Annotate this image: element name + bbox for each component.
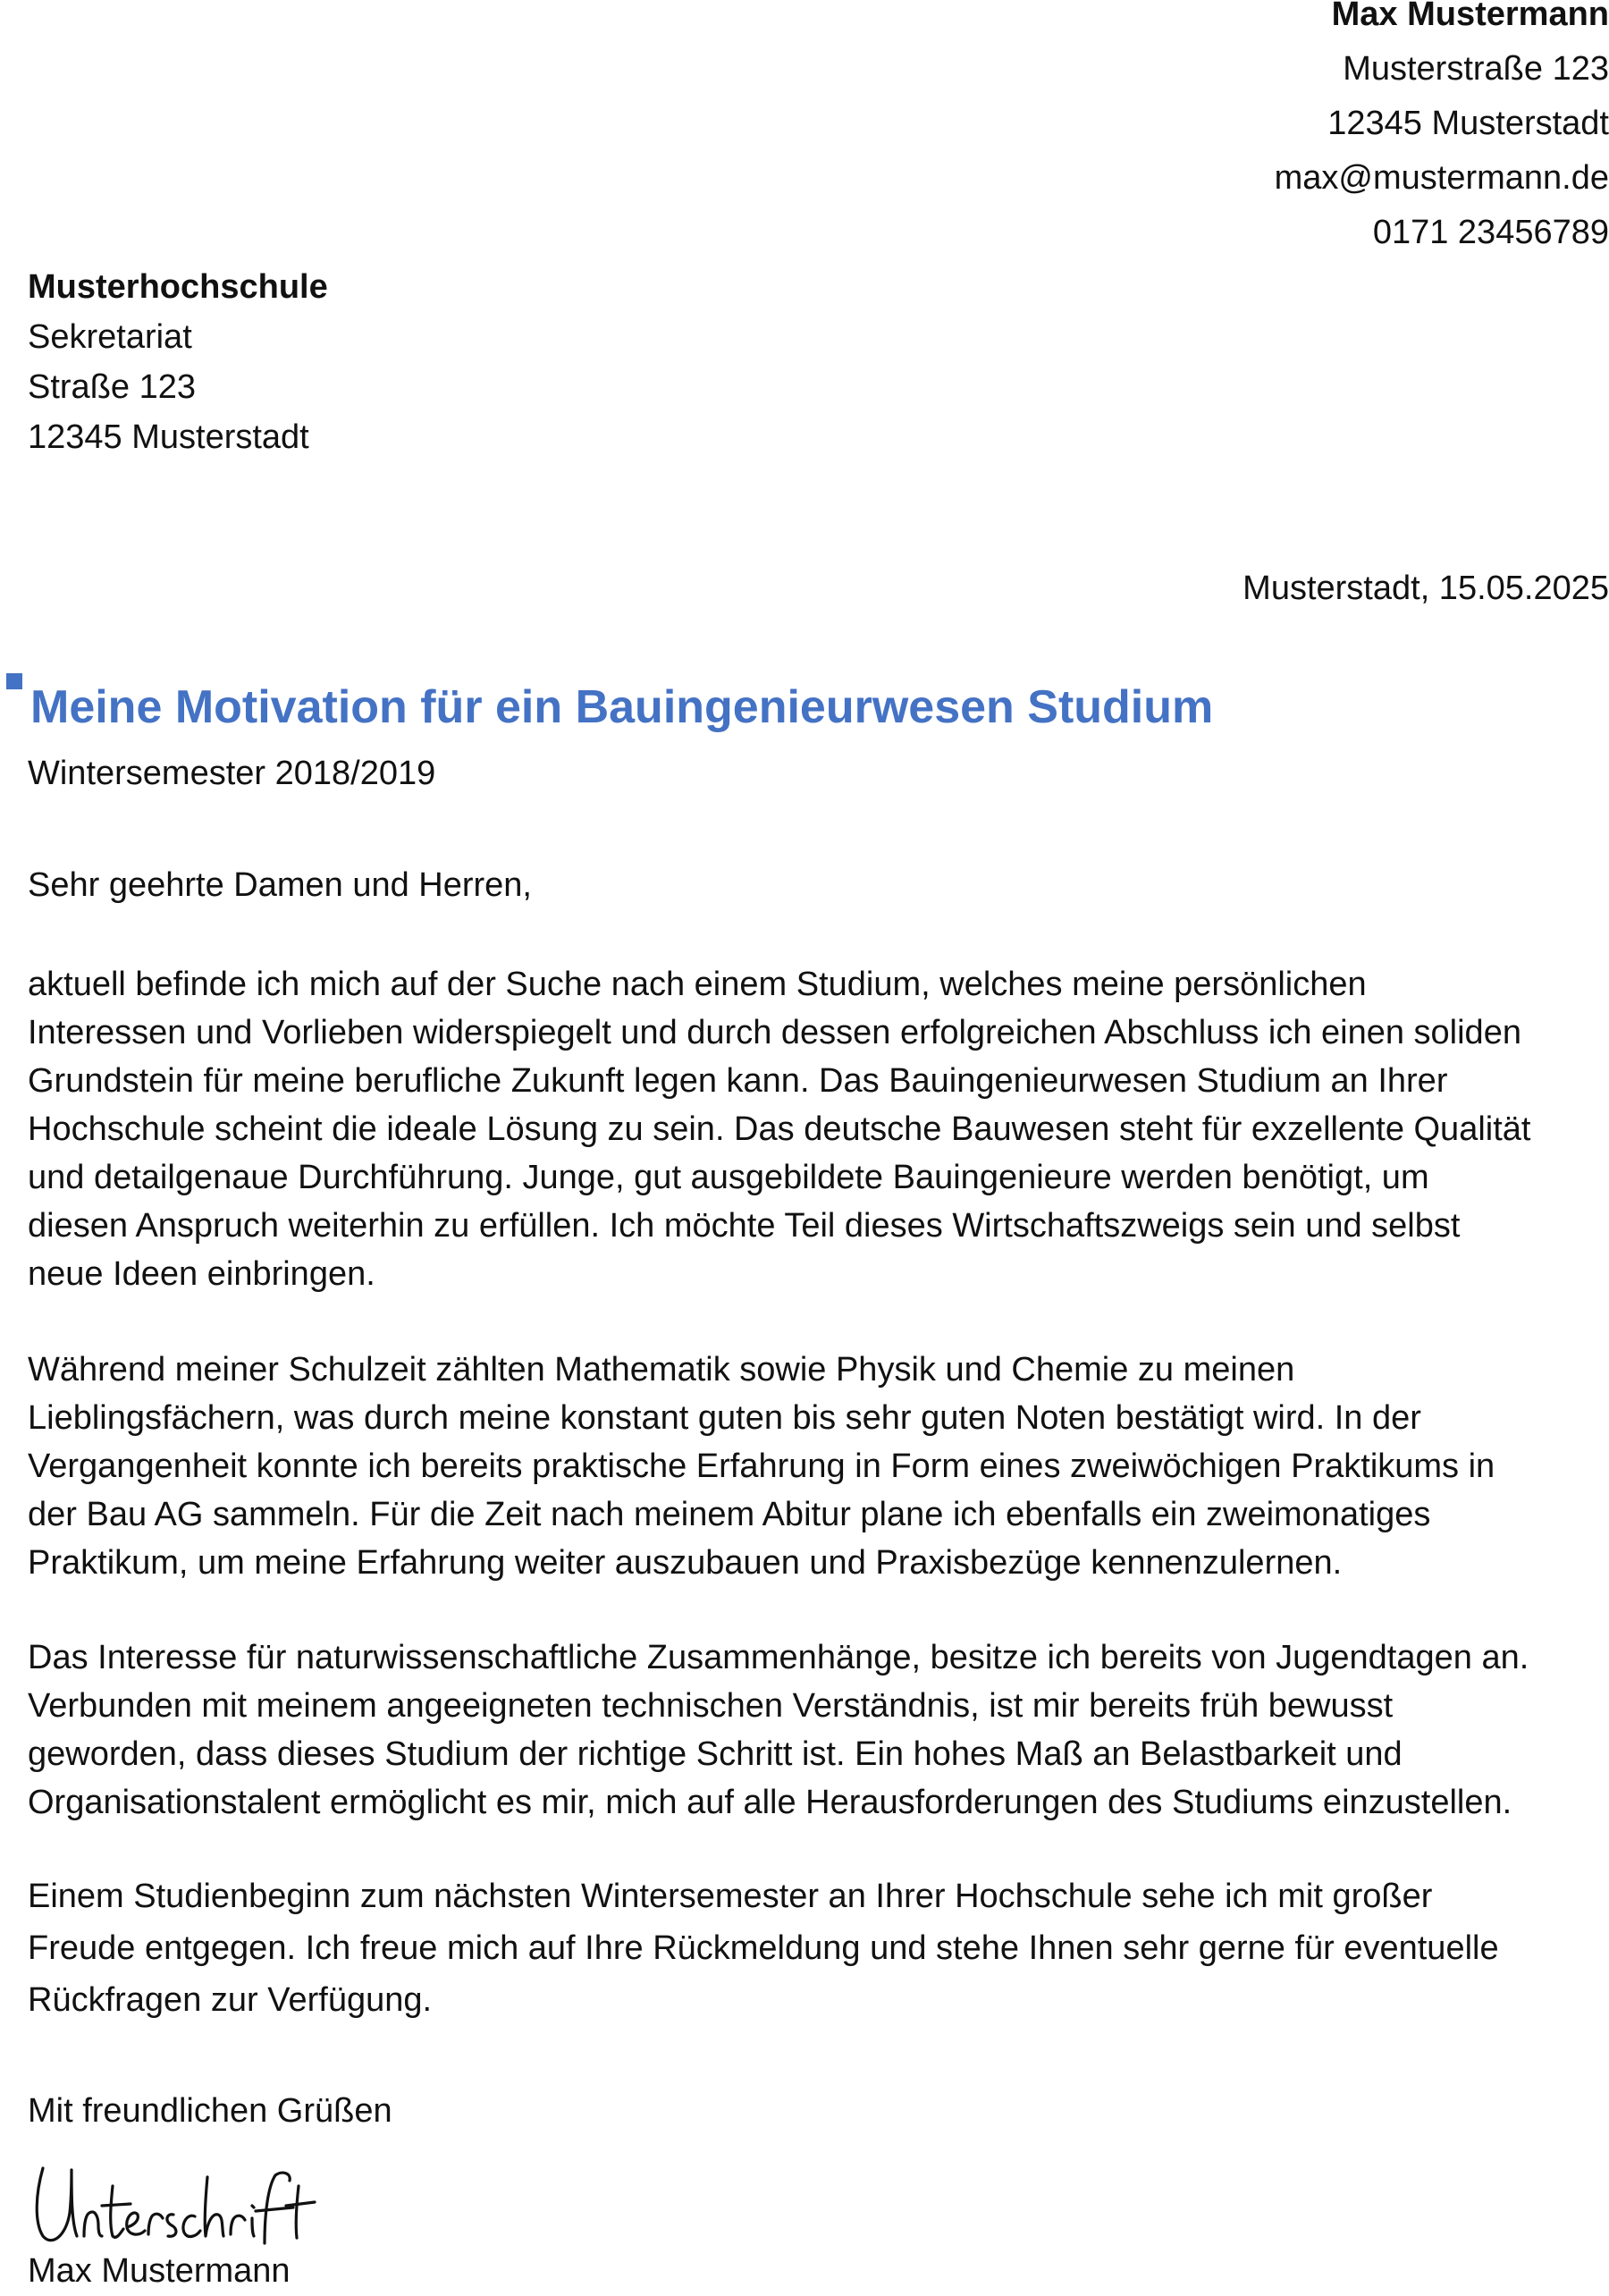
- paragraph-line: der Bau AG sammeln. Für die Zeit nach meinem Abitur plane ich ebenfalls ein zweimonatiges: [28, 1496, 1431, 1533]
- paragraph-line: Einem Studienbeginn zum nächsten Wintersemester an Ihrer Hochschule sehe ich mit großer: [28, 1878, 1433, 1915]
- paragraph-line: Praktikum, um meine Erfahrung weiter auszubauen und Praxisbezüge kennenzulernen.: [28, 1544, 1343, 1582]
- letter-date: Musterstadt, 15.05.2025: [1243, 570, 1609, 607]
- recipient-street: Straße 123: [28, 368, 196, 406]
- paragraph-line: Hochschule scheint die ideale Lösung zu sein. Das deutsche Bauwesen steht für exzellente Qualität: [28, 1110, 1531, 1148]
- paragraph-line: diesen Anspruch weiterhin zu erfüllen. Ich möchte Teil dieses Wirtschaftszweigs sein und selbst: [28, 1207, 1461, 1245]
- subject-semester: Wintersemester 2018/2019: [28, 755, 436, 792]
- salutation: Sehr geehrte Damen und Herren,: [28, 866, 532, 904]
- paragraph-line: Lieblingsfächern, was durch meine konstant guten bis sehr guten Noten bestätigt wird. In der: [28, 1399, 1421, 1437]
- sender-street: Musterstraße 123: [1343, 50, 1609, 88]
- body-paragraph-1: [28, 960, 1609, 1298]
- paragraph-line: Freude entgegen. Ich freue mich auf Ihre Rückmeldung und stehe Ihnen sehr gerne für eventuelle: [28, 1929, 1499, 1967]
- recipient-address: [28, 262, 328, 462]
- handwritten-signature: [30, 2150, 334, 2249]
- sender-email: max@mustermann.de: [1274, 159, 1609, 197]
- paragraph-line: Interessen und Vorlieben widerspiegelt und durch dessen erfolgreichen Abschluss ich einen soliden: [28, 1014, 1521, 1051]
- body-paragraph-3: [28, 1633, 1609, 1827]
- closing-phrase: Mit freundlichen Grüßen: [28, 2092, 392, 2130]
- recipient-department: Sekretariat: [28, 318, 192, 356]
- body-paragraph-2: [28, 1346, 1609, 1587]
- paragraph-line: Verbunden mit meinem angeeigneten technischen Verständnis, ist mir bereits früh bewusst: [28, 1687, 1394, 1725]
- sender-address: [983, 0, 1609, 260]
- paragraph-line: Organisationstalent ermöglicht es mir, mich auf alle Herausforderungen des Studiums einzustellen.: [28, 1784, 1512, 1821]
- body-paragraph-4: [28, 1870, 1609, 2026]
- paragraph-line: Das Interesse für naturwissenschaftliche Zusammenhänge, besitze ich bereits von Jugendtagen an.: [28, 1639, 1529, 1676]
- subject-title: Meine Motivation für ein Bauingenieurwesen Studium: [30, 681, 1214, 733]
- heading-anchor-marker: [6, 673, 22, 689]
- paragraph-line: Vergangenheit konnte ich bereits praktische Erfahrung in Form eines zweiwöchigen Praktikums in: [28, 1448, 1495, 1485]
- sender-name: Max Mustermann: [1331, 0, 1609, 33]
- sender-phone: 0171 23456789: [1372, 214, 1609, 251]
- signer-name: Max Mustermann: [28, 2252, 291, 2290]
- paragraph-line: und detailgenaue Durchführung. Junge, gut ausgebildete Bauingenieure werden benötigt, um: [28, 1159, 1429, 1196]
- paragraph-line: Während meiner Schulzeit zählten Mathematik sowie Physik und Chemie zu meinen: [28, 1351, 1295, 1389]
- paragraph-line: geworden, dass dieses Studium der richtige Schritt ist. Ein hohes Maß an Belastbarkeit und: [28, 1735, 1403, 1773]
- recipient-city: 12345 Musterstadt: [28, 418, 309, 456]
- paragraph-line: neue Ideen einbringen.: [28, 1255, 375, 1293]
- sender-city: 12345 Musterstadt: [1327, 105, 1609, 142]
- paragraph-line: Grundstein für meine berufliche Zukunft legen kann. Das Bauingenieurwesen Studium an Ihrer: [28, 1062, 1448, 1100]
- recipient-name: Musterhochschule: [28, 268, 328, 306]
- paragraph-line: aktuell befinde ich mich auf der Suche nach einem Studium, welches meine persönlichen: [28, 966, 1367, 1003]
- paragraph-line: Rückfragen zur Verfügung.: [28, 1981, 433, 2019]
